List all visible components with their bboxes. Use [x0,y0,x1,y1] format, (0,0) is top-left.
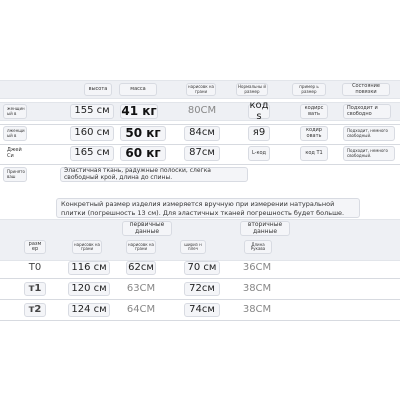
table1-header-bust: нарисовк на грани [186,83,216,96]
table1-row2-height: 160 см [70,126,114,141]
table1-row2-sample-size: кодир овать [300,126,328,141]
table1-row1-sample-size: кодирс вать [300,104,328,119]
table1-row1-normal-size: код s [249,100,269,122]
table2-row3-length: 64CM [126,303,156,315]
table2-row2-label: т1 [24,282,46,296]
table1-header-fit: Состояние повязки [342,83,390,96]
table1-row3-bust: 87см [184,146,220,161]
table1-row3-normal-size: L-код [248,146,270,161]
table1-row3-sample-size: код T1 [300,146,328,161]
table1-divider-2 [0,144,400,145]
table2-row3-sleeve: 38CM [242,303,272,315]
table2-section-second: вторичные данные [240,221,290,236]
table2-row1-sleeve: 36CM [242,261,272,273]
table2-size-label: разм ер [24,240,46,254]
table2-header-bust-2: нарисовк на грани [126,240,156,254]
table2-divider-2 [0,299,400,300]
table2-row1-shoulder: 70 см [184,261,220,275]
table1-row3-fit: Подходит, немного свободный. [343,146,395,161]
table2-divider-1 [0,278,400,279]
table1-header-height: высота [84,83,112,96]
table1-row2-weight: 50 кг [120,126,166,141]
table1-row1-height: 155 см [70,104,114,119]
table1-row1-label: женщин ый в [3,104,27,119]
table2-divider-3 [0,320,400,321]
table1-row2-fit: Подходит, немного свободный. [343,126,395,141]
table2-row1-bust: 116 см [68,261,110,275]
table1-row3-label: Джей Си [7,147,22,159]
table2-row2-sleeve: 38CM [242,282,272,294]
table1-row1-weight: 41 кг [121,104,157,119]
table2-row3-bust: 124 см [68,303,110,317]
table2-header-shoulder: шириз н плеч [180,240,206,254]
table2-header-sleeve: Длина Рукава [244,240,272,254]
measurement-info: Конкретный размер изделия измеряется вручную при измерении натуральной плитки (погрешность 13 см). Для эластичных тканей погрешность будет больше. [56,198,360,218]
table2-row3-label: т2 [24,303,46,317]
table1-row3-weight: 60 кг [120,146,166,161]
table1-header-sample-size: пример ь размер [292,83,326,96]
table2-header-bust: нарисовк на грани [72,240,102,254]
table2-row3-shoulder: 74см [184,303,220,317]
table1-note: Эластичная ткань, радужные полоски, слегка свободный крой, длина до спины. [60,167,248,182]
table1-note-label: Принято ваш [3,167,27,182]
table1-row2-label: лженщи ый в [3,126,27,141]
table1-header-normal-size: Нормальны й размер [236,83,268,96]
table2-section-first: первичные данные [122,221,172,236]
table1-row2-bust: 84см [184,126,220,141]
table1-row1-fit: Подходит и свободно [343,104,391,119]
table1-row3-height: 165 см [70,146,114,161]
table2-row2-shoulder: 72см [184,282,220,296]
table1-divider-3 [0,164,400,165]
table2-row2-bust: 120 см [68,282,110,296]
table2-row1-length: 62см [126,261,156,275]
table2-row2-length: 63CM [126,282,156,294]
table1-header-weight: масса [119,83,157,96]
table2-row1-label: T0 [28,261,42,273]
table1-row2-normal-size: я9 [248,126,270,141]
table1-divider-1 [0,124,400,125]
table1-row1-bust: 80CM [187,105,217,117]
